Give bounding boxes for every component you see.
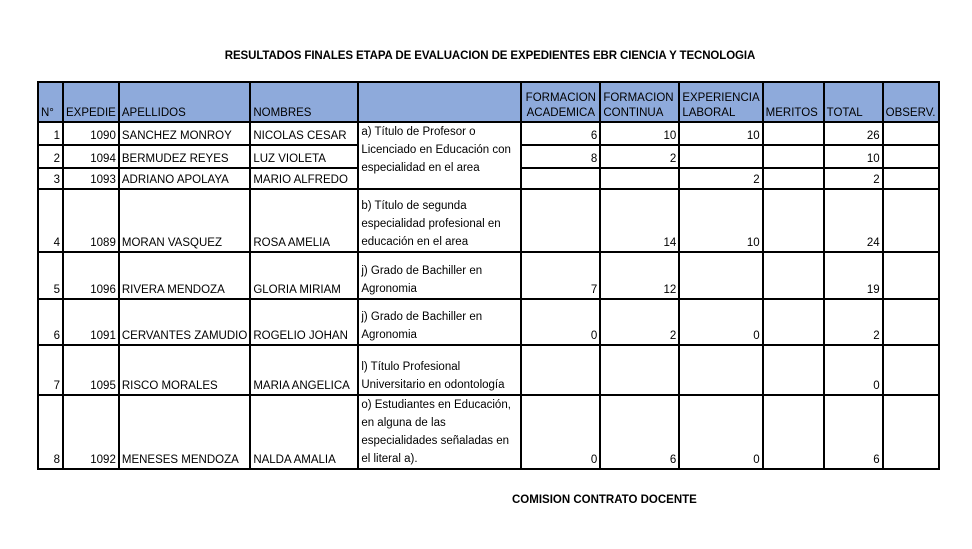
header-formacion-continua	[600, 82, 679, 122]
header-el-line2: LABORAL	[682, 107, 736, 119]
cell-total: 2	[824, 299, 883, 345]
cell-requisito: b) Título de segunda especialidad profesional en educación en el area	[358, 189, 521, 252]
cell-formacion-academica: 0	[521, 299, 600, 345]
cell-total: 2	[824, 168, 883, 189]
table-row	[38, 299, 939, 345]
cell-formacion-continua: 2	[600, 145, 679, 168]
cell-experiencia-laboral: 0	[679, 395, 762, 469]
cell-meritos	[763, 395, 824, 469]
cell-experiencia-laboral	[679, 145, 762, 168]
cell-formacion-academica: 0	[521, 395, 600, 469]
cell-formacion-academica	[521, 168, 600, 189]
header-experiencia-laboral	[679, 82, 762, 122]
header-el-line1: EXPERIENCIA	[682, 92, 760, 104]
cell-apellidos: MORAN VASQUEZ	[119, 189, 250, 252]
cell-experiencia-laboral	[679, 252, 762, 299]
cell-observ	[883, 252, 939, 299]
header-num: N°	[38, 82, 63, 122]
cell-apellidos: MENESES MENDOZA	[119, 395, 250, 469]
cell-apellidos: SANCHEZ MONROY	[119, 122, 250, 145]
table-row	[38, 122, 939, 145]
cell-meritos	[763, 145, 824, 168]
cell-nombres: MARIO ALFREDO	[250, 168, 358, 189]
cell-num: 5	[38, 252, 63, 299]
cell-meritos	[763, 345, 824, 395]
header-meritos: MERITOS	[763, 82, 824, 122]
cell-expediente: 1096	[63, 252, 119, 299]
cell-total: 26	[824, 122, 883, 145]
cell-total: 6	[824, 395, 883, 469]
header-fa-line1: FORMACION	[525, 92, 596, 104]
cell-num: 2	[38, 145, 63, 168]
table-row	[38, 252, 939, 299]
cell-observ	[883, 145, 939, 168]
cell-experiencia-laboral: 0	[679, 299, 762, 345]
cell-nombres: NICOLAS CESAR	[250, 122, 358, 145]
cell-requisito: l) Título Profesional Universitario en odontología	[358, 345, 521, 395]
cell-num: 1	[38, 122, 63, 145]
cell-experiencia-laboral: 10	[679, 122, 762, 145]
cell-observ	[883, 122, 939, 145]
cell-observ	[883, 168, 939, 189]
cell-experiencia-laboral: 10	[679, 189, 762, 252]
cell-observ	[883, 299, 939, 345]
cell-expediente: 1091	[63, 299, 119, 345]
cell-apellidos: CERVANTES ZAMUDIO	[119, 299, 250, 345]
header-formacion-academica	[521, 82, 600, 122]
cell-expediente: 1095	[63, 345, 119, 395]
header-fc-line1: FORMACION	[603, 92, 674, 104]
cell-formacion-academica: 6	[521, 122, 600, 145]
cell-requisito: a) Título de Profesor o Licenciado en Educación con especialidad en el area	[358, 122, 521, 189]
cell-formacion-academica	[521, 345, 600, 395]
cell-meritos	[763, 168, 824, 189]
cell-total: 19	[824, 252, 883, 299]
cell-formacion-continua: 10	[600, 122, 679, 145]
cell-formacion-academica	[521, 189, 600, 252]
results-table	[37, 81, 940, 470]
cell-total: 24	[824, 189, 883, 252]
cell-meritos	[763, 252, 824, 299]
cell-formacion-continua: 14	[600, 189, 679, 252]
cell-formacion-academica: 7	[521, 252, 600, 299]
table-row	[38, 395, 939, 469]
footer-signature: COMISION CONTRATO DOCENTE	[512, 494, 697, 506]
cell-nombres: ROSA AMELIA	[250, 189, 358, 252]
cell-observ	[883, 395, 939, 469]
header-requisito	[358, 82, 521, 122]
cell-meritos	[763, 122, 824, 145]
cell-nombres: ROGELIO JOHAN	[250, 299, 358, 345]
cell-formacion-continua: 12	[600, 252, 679, 299]
cell-formacion-continua	[600, 168, 679, 189]
cell-requisito: j) Grado de Bachiller en Agronomia	[358, 299, 521, 345]
cell-apellidos: RISCO MORALES	[119, 345, 250, 395]
cell-apellidos: ADRIANO APOLAYA	[119, 168, 250, 189]
cell-num: 4	[38, 189, 63, 252]
cell-experiencia-laboral: 2	[679, 168, 762, 189]
cell-num: 3	[38, 168, 63, 189]
cell-meritos	[763, 189, 824, 252]
cell-total: 10	[824, 145, 883, 168]
cell-num: 8	[38, 395, 63, 469]
cell-expediente: 1092	[63, 395, 119, 469]
header-row	[38, 82, 939, 122]
cell-apellidos: RIVERA MENDOZA	[119, 252, 250, 299]
table-row	[38, 189, 939, 252]
cell-nombres: GLORIA MIRIAM	[250, 252, 358, 299]
cell-nombres: NALDA AMALIA	[250, 395, 358, 469]
cell-expediente: 1094	[63, 145, 119, 168]
table-row	[38, 345, 939, 395]
header-total: TOTAL	[824, 82, 883, 122]
cell-num: 7	[38, 345, 63, 395]
cell-total: 0	[824, 345, 883, 395]
cell-experiencia-laboral	[679, 345, 762, 395]
cell-requisito: j) Grado de Bachiller en Agronomia	[358, 252, 521, 299]
cell-formacion-academica: 8	[521, 145, 600, 168]
cell-apellidos: BERMUDEZ REYES	[119, 145, 250, 168]
header-expediente: EXPEDIE	[63, 82, 119, 122]
cell-formacion-continua: 6	[600, 395, 679, 469]
header-apellidos: APELLIDOS	[119, 82, 250, 122]
cell-observ	[883, 189, 939, 252]
cell-meritos	[763, 299, 824, 345]
cell-formacion-continua: 2	[600, 299, 679, 345]
cell-nombres: LUZ VIOLETA	[250, 145, 358, 168]
header-fc-line2: CONTINUA	[603, 107, 664, 119]
cell-requisito: o) Estudiantes en Educación, en alguna de las especialidades señaladas en el literal a).	[358, 395, 521, 469]
cell-expediente: 1089	[63, 189, 119, 252]
cell-expediente: 1090	[63, 122, 119, 145]
header-nombres: NOMBRES	[250, 82, 358, 122]
cell-nombres: MARIA ANGELICA	[250, 345, 358, 395]
cell-observ	[883, 345, 939, 395]
cell-num: 6	[38, 299, 63, 345]
document-title: RESULTADOS FINALES ETAPA DE EVALUACION DE EXPEDIENTES EBR CIENCIA Y TECNOLOGIA	[224, 50, 756, 62]
cell-formacion-continua	[600, 345, 679, 395]
header-fa-line2: ACADEMICA	[526, 107, 595, 119]
header-observ: OBSERV.	[883, 82, 939, 122]
cell-expediente: 1093	[63, 168, 119, 189]
